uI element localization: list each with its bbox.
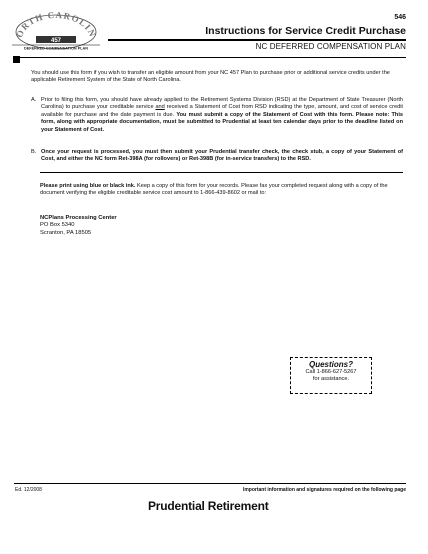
questions-title: Questions? xyxy=(308,360,353,369)
item-a-part2: received a Statement of Cost from RSD indicating the type, amount, and cost of service credit available for purchase and the date payment is due. xyxy=(41,104,403,118)
nc-plan-logo xyxy=(8,10,104,50)
questions-phone: Call 1-866-627-5267 xyxy=(305,369,357,375)
item-a-bold: You must submit a copy of the Statement of Cost with this form. Please note: This form, along with appropriate documentation, must be submitted to Prudential at least ten calendar days prior to the deadline listed on your Statement of Cost. xyxy=(41,111,403,133)
section-divider xyxy=(40,172,403,173)
item-letter: A. xyxy=(31,97,37,103)
item-letter: B. xyxy=(31,149,37,155)
questions-box xyxy=(290,357,372,394)
svg-text:NORTH CAROLINA xyxy=(8,10,98,39)
address-line1: PO Box 5340 xyxy=(40,222,75,229)
print-instructions-text: Keep a copy of this form for your records. Please fax your completed request along with a copy of the document verifying the eligible creditable service cost amount to 1-866-439-8602 or mail to: xyxy=(40,183,388,197)
instruction-item-a xyxy=(31,97,403,134)
prudential-logo: Prudential Retirement xyxy=(148,499,269,513)
page-subtitle: NC DEFERRED COMPENSATION PLAN xyxy=(255,42,406,51)
footer-divider xyxy=(14,483,406,484)
footer-note: Important information and signatures required on the following page xyxy=(242,487,406,493)
instruction-item-b xyxy=(31,149,403,164)
item-a-text xyxy=(41,97,403,134)
intro-paragraph: You should use this form if you wish to transfer an eligible amount from your NC 457 Plan to purchase prior or additional service credits under the applicable Retirement System of the State of North Carolina. xyxy=(31,70,390,84)
logo-caption: DEFERRED COMPENSATION PLAN xyxy=(23,46,89,50)
item-b-text: Once your request is processed, you must then submit your Prudential transfer check, the check stub, a copy of your Statement of Cost, and either the NC form Ret-398A (for rollovers) or Ret-398B (for in-service transfers) to the RSD. xyxy=(41,149,403,163)
header-divider xyxy=(14,57,406,58)
address-line2: Scranton, PA 18505 xyxy=(40,229,92,236)
print-instructions xyxy=(40,183,403,198)
item-a-part1: Prior to filing this form, you should have already applied to the Retirement Systems Division (RSD) at the Department of State Treasurer (North Carolina) to purchase your creditable service xyxy=(41,97,403,111)
form-number: 546 xyxy=(394,14,406,21)
title-divider xyxy=(108,39,406,41)
print-instructions-bold: Please print using blue or black ink. xyxy=(40,183,136,189)
address-name: NCPlans Processing Center xyxy=(40,215,117,221)
mailing-address xyxy=(40,215,117,237)
edition-date: Ed. 12/2008 xyxy=(15,487,42,493)
logo-number: 457 xyxy=(50,38,62,44)
item-a-underlined: and xyxy=(155,104,165,111)
page-title: Instructions for Service Credit Purchase xyxy=(205,25,406,37)
corner-marker xyxy=(13,56,20,63)
logo-arc-text: ORTH CAROLIN xyxy=(14,10,98,39)
questions-assist: for assistance. xyxy=(312,376,350,382)
